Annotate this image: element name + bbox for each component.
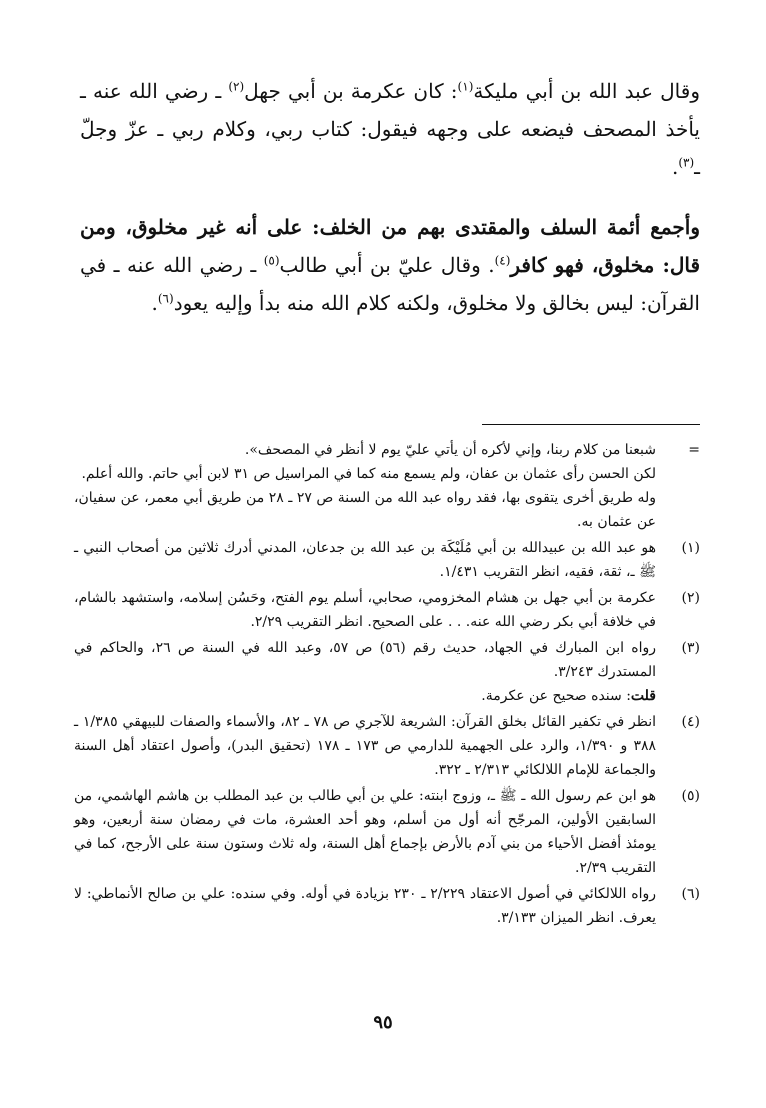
footnote-1 (74, 536, 700, 584)
text-run: ـ رضي الله عنه ـ يأخذ المصحف فيضعه على وجهه فيقول: كتاب ربي، وكلام ربي ـ عزّ وجلّ ـ (80, 79, 700, 179)
footnote-continuation (74, 438, 700, 534)
footnotes (74, 438, 700, 932)
footnote-ref[interactable]: (١) (457, 79, 474, 94)
note-label: قلت (630, 688, 656, 704)
footnote-ref[interactable]: (٦) (157, 291, 174, 306)
text-run: . (151, 291, 158, 315)
footnote-body: رواه اللالكائي في أصول الاعتقاد ٢/٢٢٩ ـ ٢٣٠ بزيادة في أوله. وفي سنده: علي بن صالح الأنماطي: لا يعرف. انظر الميزان ٣/١٣٣. (74, 886, 656, 926)
footnote-body: عكرمة بن أبي جهل بن هشام المخزومي، صحابي، أسلم يوم الفتح، وحَسُن إسلامه، واستشهد بالشام، في خلافة أبي بكر رضي الله عنه. . . على الصحيح. انظر التقريب ٢/٢٩. (74, 590, 656, 630)
footnote-body: هو عبد الله بن عبيدالله بن أبي مُلَيْكَة بن عبد الله بن جدعان، المدني أدرك ثلاثين من أصحاب النبي ـ ﷺ ـ، ثقة، فقيه، انظر التقريب ١/٤٣١. (74, 540, 656, 580)
footnote-separator (482, 424, 700, 425)
main-text (80, 72, 700, 322)
text-run: وقال عبد الله بن أبي مليكة (473, 79, 700, 103)
paragraph-2 (80, 208, 700, 322)
footnote-number: (١) (681, 540, 700, 556)
footnote-line: رواه ابن المبارك في الجهاد، حديث رقم (٥٦) ص ٥٧، وعبد الله في السنة ص ٢٦، والحاكم في المستدرك ٣/٢٤٣. (74, 640, 656, 680)
footnote-2 (74, 586, 700, 634)
footnote-body (74, 636, 656, 708)
footnote-4 (74, 710, 700, 782)
footnote-number: = (688, 442, 700, 458)
footnote-number: (٣) (681, 640, 700, 656)
footnote-note (74, 684, 656, 708)
footnote-6 (74, 882, 700, 930)
footnote-line: لكن الحسن رأى عثمان بن عفان، ولم يسمع منه كما في المراسيل ص ٣١ لابن أبي حاتم. والله أعلم. (81, 466, 656, 482)
footnote-number: (٤) (681, 714, 700, 730)
footnote-5 (74, 784, 700, 880)
page-number: ٩٥ (373, 1012, 393, 1033)
text-run: . (671, 155, 679, 179)
footnote-ref[interactable]: (٣) (678, 155, 695, 170)
footnote-number: (٥) (681, 788, 700, 804)
note-text: : سنده صحيح عن عكرمة. (481, 688, 631, 704)
footnote-body: انظر في تكفير القائل بخلق القرآن: الشريعة للآجري ص ٧٨ ـ ٨٢، والأسماء والصفات للبيهقي ١/٣٨٥ ـ ٣٨٨ و ١/٣٩٠، والرد على الجهمية للدارمي ص ١٧٣ ـ ١٧٨ (تحقيق البدر)، وأصول اعتقاد أهل السنة والجماعة للإمام اللالكائي ٢/٣١٣ ـ ٣٢٢. (74, 714, 656, 778)
footnote-body (74, 438, 656, 534)
footnote-number: (٦) (681, 886, 700, 902)
text-run: ـ رضي الله عنه ـ في القرآن: ليس بخالق ولا مخلوق، ولكنه كلام الله منه بدأ وإليه يعود (80, 253, 700, 315)
footnote-ref[interactable]: (٢) (228, 79, 245, 94)
footnote-ref[interactable]: (٥) (263, 253, 280, 268)
bold-statement: وأجمع أئمة السلف والمقتدى بهم من الخلف: على أنه غير مخلوق، ومن قال: مخلوق، فهو كافر (80, 215, 701, 277)
footnote-3 (74, 636, 700, 708)
text-run: : كان عكرمة بن أبي جهل (244, 79, 458, 103)
footnote-number: (٢) (681, 590, 700, 606)
footnote-body: هو ابن عم رسول الله ـ ﷺ ـ، وزوج ابنته: علي بن أبي طالب بن عبد المطلب بن هاشم الهاشمي، من السابقين الأولين، المرجّح أنه أول من أسلم، وهو أحد العشرة، مات في رمضان سنة أربعين، وهو يومئذ أفضل الأحياء من بني آدم بالأرض بإجماع أهل السنة، وله ثلاث وستون سنة على الأرجح، كما في التقريب ٢/٣٩. (74, 788, 656, 876)
paragraph-1 (80, 72, 700, 186)
footnote-line: شبعنا من كلام ربنا، وإني لأكره أن يأتي عليّ يوم لا أنظر في المصحف». (244, 442, 656, 458)
footnote-line: وله طريق أخرى يتقوى بها، فقد رواه عبد الله من السنة ص ٢٧ ـ ٢٨ من طريق أبي معمر، عن سفيان، عن عثمان به. (74, 490, 656, 530)
footnote-ref[interactable]: (٤) (494, 253, 511, 268)
text-run: . وقال عليّ بن أبي طالب (279, 253, 495, 277)
